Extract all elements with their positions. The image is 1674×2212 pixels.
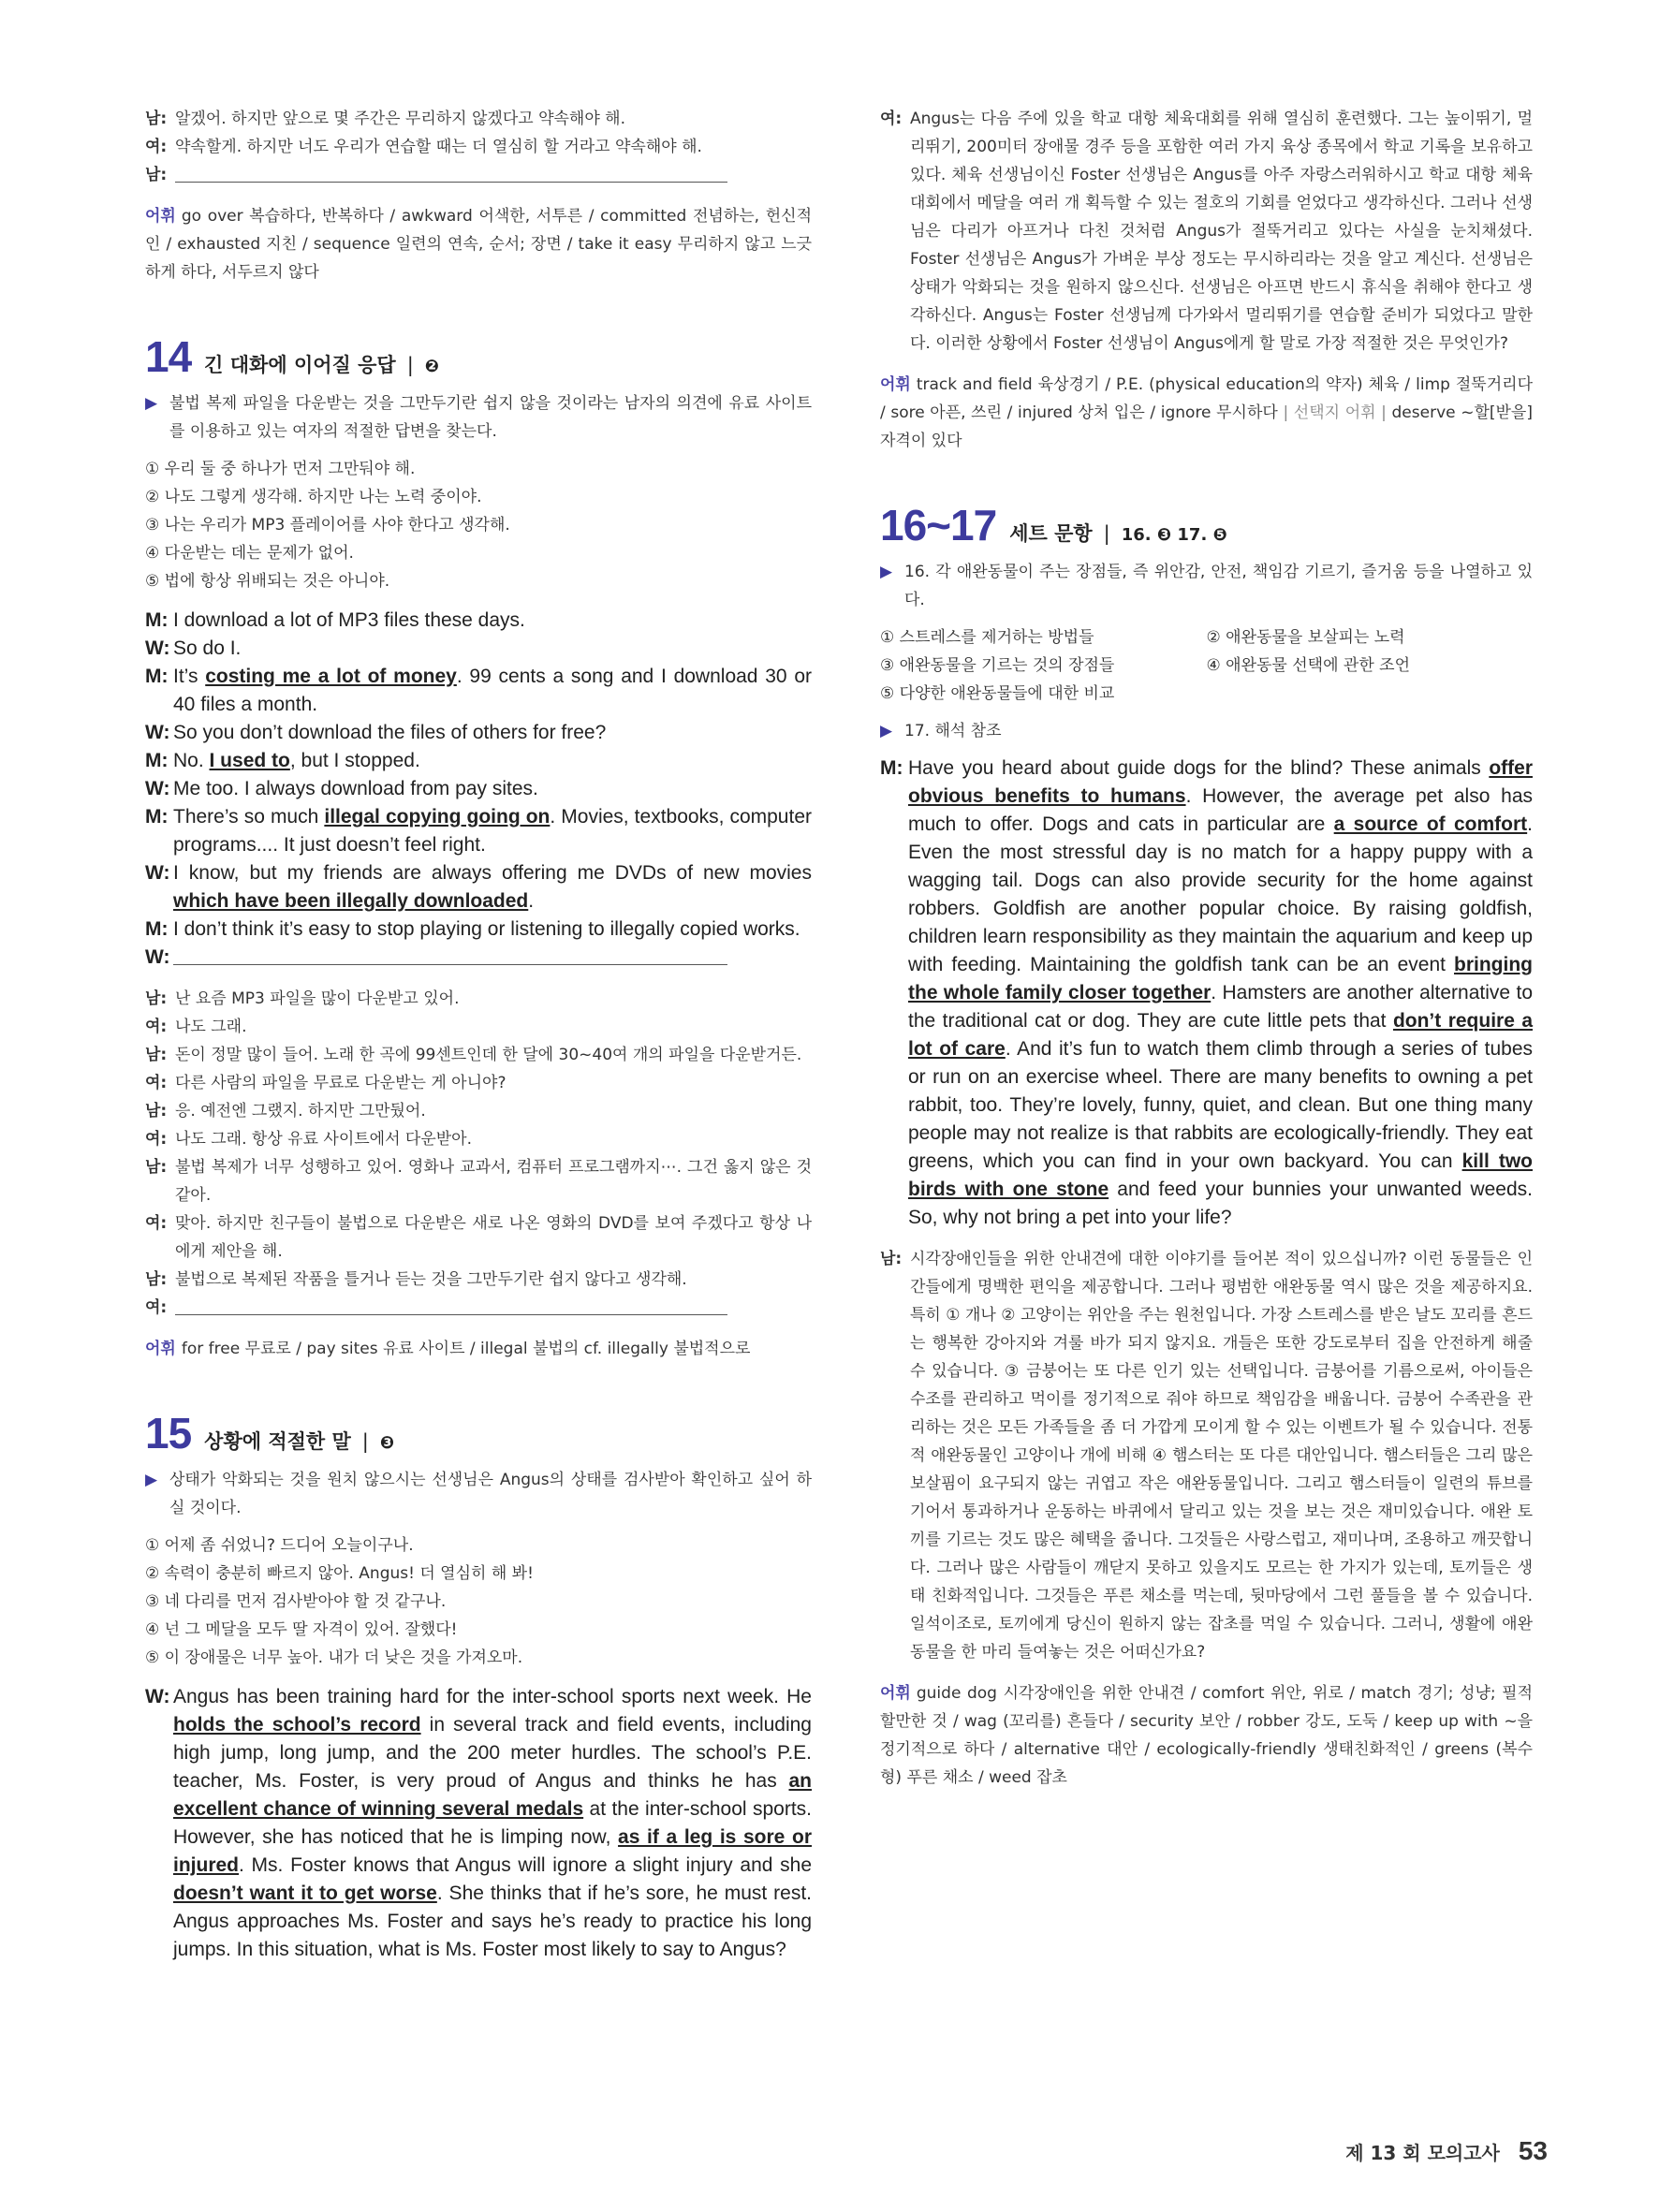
- answer-option: ④ 애완동물 선택에 관한 조언: [1206, 656, 1410, 675]
- translation-line: [145, 161, 812, 189]
- text-run: . Movies, textbooks, computer programs.... It just doesn’t feel right.: [173, 806, 812, 856]
- dialogue-line: [145, 775, 812, 803]
- vocab-text: for free 무료로 / pay sites 유료 사이트 / illegal 불법의 cf. illegally 불법적으로: [181, 1340, 751, 1358]
- key-expression-text: holds the school’s record: [173, 1714, 421, 1736]
- dialogue-text: [173, 859, 812, 916]
- question-16-17-header: [880, 500, 1533, 550]
- speaker-label: 남:: [145, 1102, 168, 1121]
- text-run: I don’t think it’s easy to stop playing or listening to illegally copied works.: [173, 918, 800, 940]
- translation-text: 나도 그래. 항상 유료 사이트에서 다운받아.: [175, 1130, 473, 1149]
- answer-option: ④ 다운받는 데는 문제가 없어.: [145, 544, 354, 563]
- translation-text: 맞아. 하지만 친구들이 불법으로 다운받은 새로 나온 영화의 DVD를 보여 주겠다고 항상 나에게 제안을 해.: [175, 1214, 812, 1261]
- separator: |: [1103, 522, 1110, 545]
- question-title: 세트 문항: [1009, 522, 1093, 545]
- dialogue-line: [145, 747, 812, 775]
- question-14-header: [145, 331, 812, 382]
- key-expression-text: doesn’t want it to get worse: [173, 1882, 437, 1904]
- translation-line: [145, 1294, 812, 1322]
- translation-line: [145, 1013, 812, 1041]
- key-expression-text: bringing the whole family closer together: [908, 954, 1533, 1003]
- translation-line: [145, 985, 812, 1013]
- speaker-label: 남:: [145, 166, 168, 184]
- speaker-label: 여:: [880, 110, 903, 128]
- triangle-bullet-icon: ▶: [145, 1471, 158, 1489]
- text-run: I know, but my friends are always offering me DVDs of new movies: [173, 862, 812, 884]
- question-14-options: [145, 455, 812, 595]
- key-expression-text: I used to: [209, 750, 290, 771]
- vocab-text: track and field 육상경기 / P.E. (physical education의 약자) 체육 / limp 절뚝거리다 / sore 아픈, 쓰린 / injured 상처 입은 / ignore 무시하다: [880, 375, 1533, 422]
- speaker-label: W:: [145, 722, 170, 743]
- question-16-17-script: [880, 754, 1533, 1232]
- answer-option: ⑤ 법에 항상 위배되는 것은 아니야.: [145, 572, 390, 591]
- speaker-label: M:: [145, 609, 169, 631]
- tip-text: 상태가 악화되는 것을 원치 않으시는 선생님은 Angus의 상태를 검사받아 확인하고 싶어 하실 것이다.: [169, 1471, 812, 1517]
- text-run: I download a lot of MP3 files these days.: [173, 609, 525, 631]
- question-14-dialogue: [145, 607, 812, 972]
- text-run: . Ms. Foster knows that Angus will ignore a slight injury and she: [239, 1854, 812, 1876]
- question-16-options: [880, 623, 1533, 708]
- answer-option: ② 나도 그렇게 생각해. 하지만 나는 노력 중이야.: [145, 488, 482, 506]
- translation-line: [145, 1069, 812, 1097]
- question-15-script: [145, 1683, 812, 1964]
- tip-text: 불법 복제 파일을 다운받는 것을 그만두기란 쉽지 않을 것이라는 남자의 의견에 유료 사이트를 이용하고 있는 여자의 적절한 답변을 찾는다.: [169, 394, 812, 441]
- answer-option: ④ 넌 그 메달을 모두 딸 자격이 있어. 잘했다!: [145, 1620, 458, 1639]
- key-expression-text: offer obvious benefits to humans: [908, 757, 1533, 807]
- question-17-tip: [880, 717, 1533, 745]
- key-expression: [173, 1882, 437, 1904]
- key-expression-text: don’t require a lot of care: [908, 1010, 1533, 1060]
- answer-option: ③ 나는 우리가 MP3 플레이어를 사야 한다고 생각해.: [145, 516, 510, 535]
- text-run: . She thinks that if he’s sore, he must rest. Angus approaches Ms. Foster and says he’s ready to practice his long jumps. In this situation, what is Ms. Foster most likely to say to Angus?: [173, 1882, 812, 1960]
- tip-text: 16. 각 애완동물이 주는 장점들, 즉 위안감, 안전, 책임감 기르기, 즐거움 등을 나열하고 있다.: [904, 563, 1533, 609]
- speaker-label: 남:: [145, 1046, 168, 1064]
- answer-option: ① 우리 둘 중 하나가 먼저 그만둬야 해.: [145, 460, 416, 478]
- question-15-tip: [145, 1466, 812, 1522]
- dialogue-line: [145, 719, 812, 747]
- dialogue-text: [173, 1683, 812, 1964]
- right-column: [880, 105, 1533, 1792]
- answer-badge: 16. ❸ 17. ❺: [1121, 525, 1227, 545]
- answer-blank-line: [175, 1294, 727, 1315]
- answer-option: ③ 네 다리를 먼저 검사받아야 할 것 같구나.: [145, 1592, 447, 1611]
- translation-text: 알겠어. 하지만 앞으로 몇 주간은 무리하지 않겠다고 약속해야 해.: [175, 110, 626, 128]
- vocab-box-14: [145, 1335, 812, 1363]
- intro-translation: [145, 105, 812, 189]
- answer-option: ③ 애완동물을 기르는 것의 장점들: [880, 656, 1115, 675]
- test-label: 제 13 회 모의고사: [1345, 2142, 1500, 2164]
- answer-option: ① 스트레스를 제거하는 방법들: [880, 628, 1094, 647]
- dialogue-line: [145, 944, 812, 972]
- dialogue-line: [145, 663, 812, 719]
- vocab-text: go over 복습하다, 반복하다 / awkward 어색한, 서투른 / committed 전념하는, 헌신적인 / exhausted 지친 / sequence 일련의 연속, 순서; 장면 / take it easy 무리하지 않고 느긋하게 하다, 서두르지 않다: [145, 207, 812, 282]
- translation-line: [145, 1125, 812, 1153]
- question-14-tip: [145, 389, 812, 446]
- key-expression-text: as if a leg is sore or injured: [173, 1826, 812, 1876]
- text-run: Me too. I always download from pay sites.: [173, 778, 538, 799]
- translation-line: [145, 1266, 812, 1294]
- text-run: Have you heard about guide dogs for the blind? These animals: [908, 757, 1490, 779]
- dialogue-text: [173, 916, 812, 944]
- answer-option: ② 애완동물을 보살피는 노력: [1206, 628, 1405, 647]
- answer-option: ① 어제 좀 쉬었니? 드디어 오늘이구나.: [145, 1536, 414, 1555]
- speaker-label: 여:: [145, 1130, 168, 1149]
- speaker-label: W:: [145, 778, 170, 799]
- translation-text: 약속할게. 하지만 너도 우리가 연습할 때는 더 열심히 할 거라고 약속해야 해.: [175, 138, 702, 156]
- text-run: . And it’s fun to watch them climb through a series of tubes or run on an exercise wheel. There are many benefits to owning a pet rabbit, too. They’re lovely, funny, quiet, and clean. But one thing many people may not realize is that rabbits are ecologically-friendly. They eat greens, which you can find in your own backyard. You can: [908, 1038, 1534, 1172]
- answer-badge: ❸: [379, 1433, 395, 1453]
- vocab-heading: 어휘: [145, 207, 176, 226]
- speaker-label: 여:: [145, 1074, 168, 1092]
- translation-line: [145, 1041, 812, 1069]
- speaker-label: W:: [145, 637, 170, 659]
- speaker-label: W:: [145, 1686, 170, 1707]
- key-expression: [173, 1714, 421, 1736]
- text-run: So do I.: [173, 637, 242, 659]
- dialogue-text: [173, 663, 812, 719]
- question-number: 15: [145, 1409, 192, 1458]
- vocab-box-16-17: [880, 1679, 1533, 1792]
- translation-text: 돈이 정말 많이 들어. 노래 한 곡에 99센트인데 한 달에 30~40여 개의 파일을 다운받거든.: [175, 1046, 802, 1064]
- dialogue-text: [173, 775, 812, 803]
- dialogue-line: [880, 754, 1533, 1232]
- page-footer: [1345, 2136, 1548, 2166]
- question-16-tip: [880, 558, 1533, 614]
- speaker-label: M:: [880, 757, 903, 779]
- speaker-label: W:: [145, 862, 170, 884]
- triangle-bullet-icon: ▶: [880, 722, 893, 740]
- answer-blank-line: [175, 161, 727, 183]
- dialogue-line: [145, 859, 812, 916]
- answer-blank-line: [173, 944, 727, 965]
- question-title: 상황에 적절한 말: [204, 1430, 351, 1453]
- key-expression: [1334, 813, 1527, 835]
- translation-text: 불법 복제가 너무 성행하고 있어. 영화나 교과서, 컴퓨터 프로그램까지⋯. 그건 옳지 않은 것 같아.: [175, 1158, 812, 1205]
- question-number: 16~17: [880, 501, 997, 549]
- translation-text: 응. 예전엔 그랬지. 하지만 그만뒀어.: [175, 1102, 426, 1121]
- answer-option: ⑤ 다양한 애완동물들에 대한 비교: [880, 684, 1115, 703]
- answer-option: ② 속력이 충분히 빠르지 않아. Angus! 더 열심히 해 봐!: [145, 1564, 534, 1583]
- translation-line: [145, 1153, 812, 1209]
- speaker-label: 남:: [145, 1158, 168, 1177]
- triangle-bullet-icon: ▶: [145, 394, 158, 413]
- question-15-options: [145, 1531, 812, 1672]
- translation-line: [145, 133, 812, 161]
- question-15-translation: [880, 105, 1533, 358]
- text-run: and feed your bunnies your unwanted weeds. So, why not bring a pet into your life?: [908, 1179, 1533, 1228]
- dialogue-text: [173, 635, 812, 663]
- translation-line: [145, 105, 812, 133]
- key-expression: [205, 666, 457, 687]
- speaker-label: 남:: [145, 1270, 168, 1289]
- key-expression-text: illegal copying going on: [324, 806, 551, 828]
- text-run: . Hamsters are another alternative to the traditional cat or dog. They are cute little pets that: [908, 982, 1533, 1032]
- translation-text: 나도 그래.: [175, 1018, 247, 1036]
- translation-line: [145, 1097, 812, 1125]
- speaker-label: W:: [145, 946, 170, 968]
- left-column: [145, 105, 812, 1964]
- key-expression: [173, 890, 528, 912]
- dialogue-line: [145, 1683, 812, 1964]
- translation-text: Angus는 다음 주에 있을 학교 대항 체육대회를 위해 열심히 훈련했다. 그는 높이뛰기, 멀리뛰기, 200미터 장애물 경주 등을 포함한 여러 가지 육상 종목에서 학교 기록을 보유하고 있다. 체육 선생님이신 Foster 선생님은 Angus를 아주 자랑스러워하시고 학교 대항 체육대회에서 메달을 여러 개 획득할 수 있는 절호의 기회를 얻었다고 생각하신다. 그러나 선생님은 다리가 아프거나 다친 것처럼 Angus가 절뚝거리고 있다는 사실을 눈치채셨다. Foster 선생님은 Angus가 가벼운 부상 정도는 무시하리라는 것을 알고 계신다. 선생님은 상태가 악화되는 것을 원하지 않으신다. 선생님은 아프면 반드시 휴식을 취해야 한다고 생각하신다. Angus는 Foster 선생님께 다가와서 멀리뛰기를 연습할 준비가 되었다고 말한다. 이러한 상황에서 Foster 선생님이 Angus에게 할 말로 가장 적절한 것은 무엇인가?: [910, 110, 1533, 353]
- key-expression-text: a source of comfort: [1333, 813, 1528, 835]
- question-14-translation: [145, 985, 812, 1322]
- key-expression-text: kill two birds with one stone: [908, 1150, 1533, 1200]
- key-expression-text: costing me a lot of money: [205, 666, 457, 687]
- dialogue-line: [145, 803, 812, 859]
- vocab-heading: 어휘: [880, 375, 911, 394]
- speaker-label: M:: [145, 806, 169, 828]
- text-run: So you don’t download the files of others for free?: [173, 722, 607, 743]
- question-16-17-translation: [880, 1245, 1533, 1666]
- dialogue-line: [145, 607, 812, 635]
- text-run: , but I stopped.: [289, 750, 420, 771]
- text-run: at the inter-school sports. However, she has noticed that he is limping now,: [173, 1798, 812, 1848]
- text-run: There’s so much: [173, 806, 325, 828]
- text-run: No.: [173, 750, 210, 771]
- speaker-label: 여:: [145, 1214, 168, 1233]
- speaker-label: 여:: [145, 1298, 168, 1317]
- text-run: . 99 cents a song and I download 30 or 40 files a month.: [173, 666, 813, 715]
- vocab-heading: 어휘: [145, 1340, 176, 1358]
- speaker-label: 남:: [145, 110, 168, 128]
- dialogue-line: [145, 916, 812, 944]
- translation-text: 불법으로 복제된 작품을 틀거나 듣는 것을 그만두기란 쉽지 않다고 생각해.: [175, 1270, 687, 1289]
- dialogue-line: [145, 635, 812, 663]
- page-number: 53: [1518, 2136, 1548, 2165]
- translation-text: 난 요즘 MP3 파일을 많이 다운받고 있어.: [175, 989, 460, 1008]
- speaker-label: M:: [145, 666, 169, 687]
- translation-text: 다른 사람의 파일을 무료로 다운받는 게 아니야?: [175, 1074, 507, 1092]
- answer-badge: ❷: [424, 357, 440, 376]
- vocab-box-13: [145, 202, 812, 286]
- vocab-text: deserve ~할[받을] 자격이 있다: [880, 403, 1533, 450]
- speaker-label: M:: [145, 918, 169, 940]
- speaker-label: 남:: [880, 1250, 903, 1268]
- speaker-label: 여:: [145, 138, 168, 156]
- speaker-label: 남:: [145, 989, 168, 1008]
- dialogue-text: [173, 719, 812, 747]
- vocab-box-15: [880, 371, 1533, 455]
- choice-vocab-label: | 선택지 어휘 |: [1283, 403, 1387, 422]
- separator: |: [361, 1430, 369, 1453]
- speaker-label: M:: [145, 750, 169, 771]
- dialogue-text: [173, 607, 812, 635]
- separator: |: [406, 354, 414, 376]
- question-title: 긴 대화에 이어질 응답: [204, 354, 396, 376]
- key-expression-text: which have been illegally downloaded: [173, 890, 529, 912]
- question-15-header: [145, 1408, 812, 1458]
- text-run: in several track and field events, including high jump, long jump, and the 200 meter hurdles. The school’s P.E. teacher, Ms. Foster, is very proud of Angus and thinks he has: [173, 1714, 812, 1792]
- text-run: It’s: [173, 666, 206, 687]
- vocab-heading: 어휘: [880, 1684, 911, 1703]
- translation-text: 시각장애인들을 위한 안내견에 대한 이야기를 들어본 적이 있으십니까? 이런 동물들은 인간들에게 명백한 편익을 제공합니다. 그러나 평범한 애완동물 역시 많은 것을 제공하지요. 특히 ① 개나 ② 고양이는 위안을 주는 원천입니다. 가장 스트레스를 받은 날도 꼬리를 흔드는 행복한 강아지와 겨룰 바가 되지 않지요. 개들은 또한 강도로부터 집을 안전하게 해줄 수 있습니다. ③ 금붕어는 또 다른 인기 있는 선택입니다. 금붕어를 기름으로써, 아이들은 수조를 관리하고 먹이를 정기적으로 줘야 하므로 책임감을 배웁니다. 금붕어 수족관을 관리하는 것은 모든 가족들을 좀 더 가깝게 모이게 할 수 있는 이벤트가 될 수 있습니다. 전통적 애완동물인 고양이나 개에 비해 ④ 햄스터는 또 다른 대안입니다. 햄스터들은 그리 많은 보살핌이 요구되지 않는 귀엽고 작은 애완동물입니다. 그리고 햄스터들이 일련의 튜브를 기어서 통과하거나 운동하는 바퀴에서 달리고 있는 것을 보는 것은 재미있습니다. 애완 토끼를 기르는 것도 많은 혜택을 줍니다. 그것들은 사랑스럽고, 재미나며, 조용하고 깨끗합니다. 그러나 많은 사람들이 깨닫지 못하고 있을지도 모르는 한 가지가 있는데, 토끼들은 생태 친화적입니다. 그것들은 푸른 채소를 먹는데, 뒷마당에서 그런 풀들을 볼 수 있습니다. 일석이조로, 토끼에게 당신이 원하지 않는 잡초를 먹일 수 있습니다. 그러니, 생활에 애완동물을 한 마리 들여놓는 것은 어떠신가요?: [910, 1250, 1533, 1662]
- dialogue-text: [173, 803, 812, 859]
- text-run: . Even the most stressful day is no match for a happy puppy with a wagging tail. Dogs can also provide security for the home against robbers. Goldfish are another popular choice. By raising goldfish, children learn responsibility as they maintain the aquarium and keep up with feeding. Maintaining the goldfish tank can be an event: [908, 813, 1533, 975]
- tip-text: 17. 해석 참조: [904, 722, 1002, 740]
- question-number: 14: [145, 332, 192, 381]
- text-run: Angus has been training hard for the inter-school sports next week. He: [173, 1686, 812, 1707]
- triangle-bullet-icon: ▶: [880, 563, 893, 581]
- key-expression-text: an excellent chance of winning several medals: [173, 1770, 812, 1820]
- key-expression: [210, 750, 290, 771]
- text-run: . However, the average pet also has much to offer. Dogs and cats in particular are: [908, 785, 1533, 835]
- key-expression: [324, 806, 550, 828]
- dialogue-text: [908, 754, 1533, 1232]
- speaker-label: 여:: [145, 1018, 168, 1036]
- vocab-text: guide dog 시각장애인을 위한 안내견 / comfort 위안, 위로 / match 경기; 성냥; 필적할만한 것 / wag (꼬리를) 흔들다 / security 보안 / robber 강도, 도둑 / keep up with ~을 정기적으로 하다 / alternative 대안 / ecologically-friendly 생태친화적인 / greens (복수형) 푸른 채소 / weed 잡초: [880, 1684, 1533, 1787]
- text-run: .: [528, 890, 535, 912]
- dialogue-text: [173, 747, 812, 775]
- translation-line: [145, 1209, 812, 1266]
- answer-option: ⑤ 이 장애물은 너무 높아. 내가 더 낮은 것을 가져오마.: [145, 1648, 523, 1667]
